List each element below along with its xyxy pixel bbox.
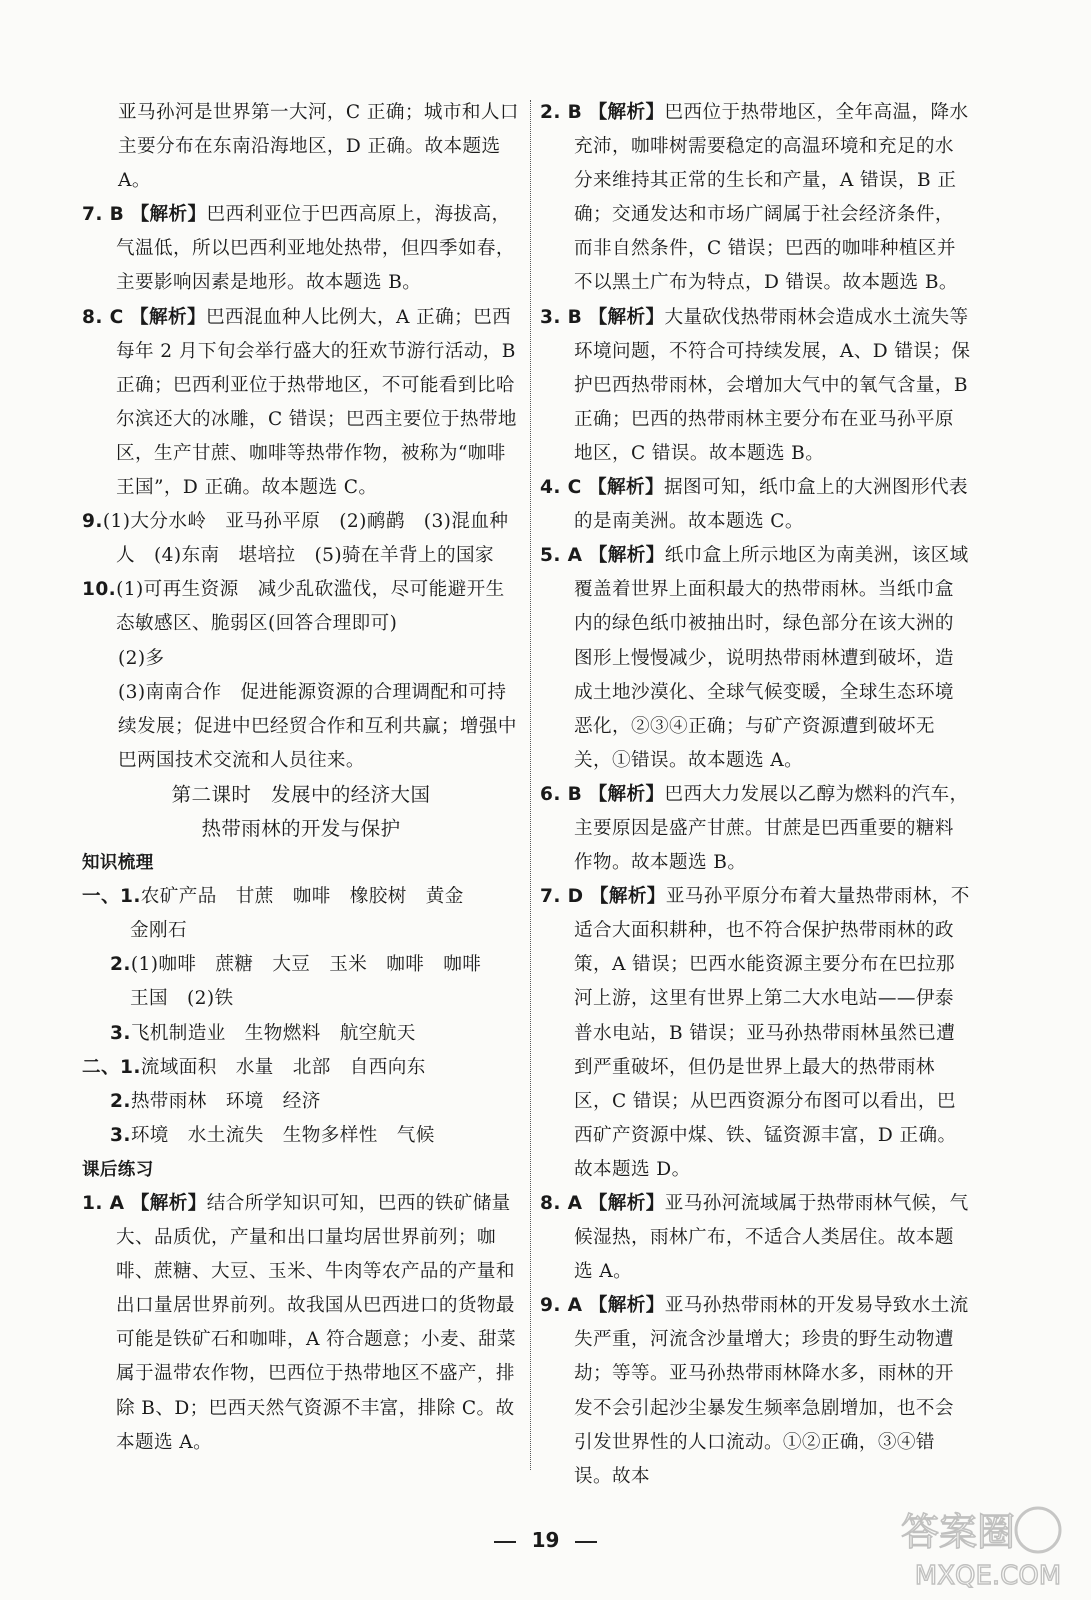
knowledge-item — [82, 1085, 520, 1119]
analysis-tag: 【解析】 — [589, 886, 666, 908]
answer-number: 7. B — [82, 204, 125, 226]
item-text: 流域面积 水量 北部 自西向东 — [140, 1056, 426, 1078]
answer-number: 8. C — [82, 306, 124, 328]
answer-number: 1. A — [82, 1193, 125, 1214]
item-text: 农矿产品 甘蔗 咖啡 橡胶树 黄金 — [140, 886, 464, 908]
knowledge-item — [82, 1017, 520, 1051]
analysis-tag: 【解析】 — [588, 783, 665, 805]
answer-text: (1)可再生资源 减少乱砍滥伐，尽可能避开生态敏感区、脆弱区(回答合理即可) — [116, 579, 505, 635]
analysis-tag: 【解析】 — [130, 306, 207, 328]
footer-dash-right — [575, 1541, 597, 1543]
item-text: 飞机制造业 生物燃料 航空航天 — [130, 1022, 416, 1044]
paragraph-continuation: 亚马孙河是世界第一大河，C 正确；城市和人口主要分布在东南沿海地区，D 正确。故本题选 A。 — [118, 102, 519, 192]
answer-number: 6. B — [540, 783, 583, 805]
analysis-tag: 【解析】 — [588, 545, 665, 567]
answer-text: 亚马孙平原分布着大量热带雨林，不适合大面积耕种，也不符合保护热带雨林的政策，A 错误；巴西水能资源主要分布在巴拉那河上游，这里有世界上第二大水电站——伊泰普水电站，B 错误；亚马孙热带雨林虽然已遭到严重破坏，但仍是世界上最大的热带雨林区，C 错误；从巴西资源分布图可以看出，巴西矿产资源中煤、铁、锰资源丰富，D 正确。故本题选 D。 — [574, 886, 970, 1180]
answer-number: 5. A — [540, 545, 583, 567]
answer-text: 亚马孙热带雨林的开发易导致水土流失严重，河流含沙量增大；珍贵的野生动物遭劫；等等。亚马孙热带雨林降水多，雨林的开发不会引起沙尘暴发生频率急剧增加，也不会引发世界性的人口流动。①②正确，③④错误。故本 — [574, 1295, 969, 1487]
answer-text: 结合所学知识可知，巴西的铁矿储量大、品质优，产量和出口量均居世界前列；咖啡、蔗糖、大豆、玉米、牛肉等农产品的产量和出口量居世界前列。故我国从巴西进口的货物最可能是铁矿石和咖啡，A 符合题意；小麦、甜菜属于温带农作物，巴西位于热带地区不盛产，排除 B、D；巴西天然气资源不丰富，排除 C。故本题选 A。 — [116, 1193, 517, 1453]
lesson-title: 第二课时 发展中的经济大国 — [171, 782, 431, 806]
analysis-tag: 【解析】 — [588, 306, 665, 328]
knowledge-item — [82, 880, 520, 914]
item-number: 2. — [110, 1090, 131, 1112]
item-number: 二、1. — [82, 1056, 141, 1078]
exercise-8 — [540, 1187, 972, 1289]
answer-10-part2: (2)多 — [118, 647, 165, 669]
item-text: 热带雨林 环境 经济 — [130, 1090, 321, 1112]
answer-number: 4. C — [540, 477, 582, 499]
analysis-tag: 【解析】 — [588, 1295, 665, 1317]
footer-dash-left — [494, 1541, 516, 1543]
exercise-4 — [540, 471, 972, 539]
answer-10 — [82, 573, 520, 641]
answer-text: 巴西位于热带地区，全年高温，降水充沛，咖啡树需要稳定的高温环境和充足的水分来维持其正常的生长和产量，A 错误，B 正确；交通发达和市场广阔属于社会经济条件，而非自然条件，C 错误；巴西的咖啡种植区并不以黑土广布为特点，D 错误。故本题选 B。 — [574, 102, 969, 294]
answer-number: 7. D — [540, 886, 584, 908]
answer-text: 巴西大力发展以乙醇为燃料的汽车，主要原因是盛产甘蔗。甘蔗是巴西重要的糖料作物。故本题选 B。 — [574, 783, 969, 874]
answer-8 — [82, 301, 520, 506]
item-number: 3. — [110, 1124, 131, 1146]
knowledge-item-cont: 王国 (2)铁 — [130, 988, 234, 1010]
answer-number: 2. B — [540, 102, 583, 123]
section-exercises: 课后练习 — [82, 1159, 154, 1180]
knowledge-item — [82, 948, 520, 982]
answer-text: 巴西利亚位于巴西高原上，海拔高，气温低，所以巴西利亚地处热带，但四季如春，主要影响因素是地形。故本题选 B。 — [116, 204, 515, 294]
analysis-tag: 【解析】 — [588, 102, 665, 123]
page-number: 19 — [531, 1528, 560, 1552]
exercise-7 — [540, 880, 972, 1187]
answer-text: (1)大分水岭 亚马孙平原 (2)鸸鹋 (3)混血种人 (4)东南 堪培拉 (5)骑在羊背上的国家 — [102, 511, 509, 567]
answer-text: 亚马孙河流域属于热带雨林气候，气候湿热，雨林广布，不适合人类居住。故本题选 A。 — [574, 1193, 969, 1283]
answer-number: 8. A — [540, 1193, 583, 1214]
analysis-tag: 【解析】 — [130, 204, 207, 226]
item-number: 一、1. — [82, 886, 141, 908]
exercise-9 — [540, 1289, 972, 1494]
answer-number: 3. B — [540, 306, 583, 328]
analysis-tag: 【解析】 — [588, 477, 665, 499]
answer-number: 10. — [82, 579, 117, 601]
answer-number: 9. A — [540, 1295, 583, 1317]
section-knowledge-review: 知识梳理 — [82, 853, 154, 874]
watermark-logo — [898, 1500, 1073, 1592]
knowledge-item — [82, 1051, 520, 1085]
exercise-5 — [540, 539, 972, 778]
right-column — [540, 96, 972, 1494]
answer-9 — [82, 505, 520, 573]
analysis-tag: 【解析】 — [588, 1193, 665, 1214]
exercise-1 — [82, 1187, 520, 1460]
exercise-3 — [540, 301, 972, 471]
answer-text: 巴西混血种人比例大，A 正确；巴西每年 2 月下旬会举行盛大的狂欢节游行活动，B 正确；巴西利亚位于热带地区，不可能看到比哈尔滨还大的冰雕，C 错误；巴西主要位于热带地区，生产甘蔗、咖啡等热带作物，被称为“咖啡王国”，D 正确。故本题选 C。 — [116, 306, 517, 499]
answer-7 — [82, 198, 520, 300]
answer-10-part3: (3)南南合作 促进能源资源的合理调配和可持续发展；促进中巴经贸合作和互利共赢；增强中巴两国技术交流和人员往来。 — [118, 681, 517, 771]
item-text: 环境 水土流失 生物多样性 气候 — [130, 1124, 435, 1146]
watermark-circle — [1016, 1508, 1060, 1552]
watermark-url: MXQE.COM — [914, 1561, 1062, 1591]
item-text: (1)咖啡 蔗糖 大豆 玉米 咖啡 咖啡 — [130, 954, 482, 976]
answer-text: 纸巾盒上所示地区为南美洲，该区域覆盖着世界上面积最大的热带雨林。当纸巾盒内的绿色纸巾被抽出时，绿色部分在该大洲的图形上慢慢减少，说明热带雨林遭到破坏，造成土地沙漠化、全球气候变暖，全球生态环境恶化，②③④正确；与矿产资源遭到破坏无关，①错误。故本题选 A。 — [574, 545, 969, 771]
answer-text: 据图可知，纸巾盒上的大洲图形代表的是南美洲。故本题选 C。 — [574, 477, 968, 533]
exercise-6 — [540, 778, 972, 880]
watermark-text: 答案圈 — [900, 1510, 1016, 1554]
analysis-tag: 【解析】 — [130, 1193, 207, 1214]
item-number: 3. — [110, 1022, 131, 1044]
left-column — [82, 96, 520, 1460]
answer-text: 大量砍伐热带雨林会造成水土流失等环境问题，不符合可持续发展，A、D 错误；保护巴西热带雨林，会增加大气中的氧气含量，B 正确；巴西的热带雨林主要分布在亚马孙平原地区，C 错误。故本题选 B。 — [574, 306, 971, 464]
knowledge-item-cont: 金刚石 — [130, 920, 187, 942]
column-divider — [530, 100, 531, 1470]
item-number: 2. — [110, 954, 131, 976]
lesson-subtitle: 热带雨林的开发与保护 — [201, 816, 401, 840]
knowledge-item — [82, 1119, 520, 1153]
exercise-2 — [540, 96, 972, 301]
answer-number: 9. — [82, 511, 103, 533]
